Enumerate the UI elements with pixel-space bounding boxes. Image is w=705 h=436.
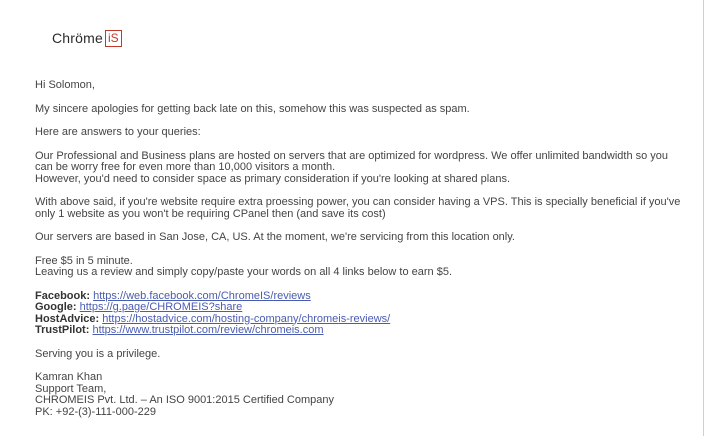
plans-line-2: However, you'd need to consider space as primary consideration if you're looking at shared plans. [35, 172, 511, 185]
facebook-review-link[interactable]: https://web.facebook.com/ChromeIS/reviews [93, 289, 311, 302]
email-body [35, 80, 685, 430]
location-paragraph: Our servers are based in San Jose, CA, US. At the moment, we're servicing from this location only. [35, 231, 515, 243]
offer-line-2: Leaving us a review and simply copy/paste your words on all 4 links below to earn $5. [35, 266, 453, 278]
link-label: Facebook: [35, 289, 91, 302]
plans-line-1: Our Professional and Business plans are hosted on servers that are optimized for wordpress. We offer unlimited bandwidth so you can be worry free for even more than 10,000 visitors a month. [35, 149, 669, 173]
closing-line: Serving you is a privilege. [35, 347, 161, 360]
link-label: HostAdvice: [35, 312, 100, 325]
signature-company: CHROMEIS Pvt. Ltd. – An ISO 9001:2015 Certified Company [35, 394, 334, 406]
google-review-link[interactable]: https://g.page/CHROMEIS?share [79, 301, 243, 313]
greeting: Hi Solomon, [35, 79, 95, 91]
logo-text: Chröme [52, 30, 103, 46]
offer-paragraph [35, 256, 685, 279]
vps-paragraph: With above said, if you're website require extra proessing power, you can consider having a VPS. This is specially beneficial if you've only 1 website as you won't be requiring CPanel then (and save its cost) [35, 196, 681, 220]
link-label: Google: [35, 301, 77, 313]
company-logo [52, 28, 122, 48]
offer-line-1: Free $5 in 5 minute. [35, 254, 133, 267]
hostadvice-review-link[interactable]: https://hostadvice.com/hosting-company/chromeis-reviews/ [102, 312, 391, 325]
logo-badge: iS [105, 30, 122, 47]
signature-phone: PK: +92-(3)-111-000-229 [35, 405, 156, 418]
link-row-trustpilot [35, 325, 685, 337]
intro-paragraph: Here are answers to your queries: [35, 126, 201, 138]
link-label: TrustPilot: [35, 324, 90, 336]
trustpilot-review-link[interactable]: https://www.trustpilot.com/review/chromeis.com [92, 324, 324, 336]
apology-paragraph: My sincere apologies for getting back late on this, somehow this was suspected as spam. [35, 102, 470, 115]
review-links [35, 291, 685, 337]
signature-team: Support Team, [35, 382, 107, 395]
signature-block [35, 372, 685, 418]
plans-paragraph [35, 151, 685, 186]
signature-name: Kamran Khan [35, 371, 103, 383]
